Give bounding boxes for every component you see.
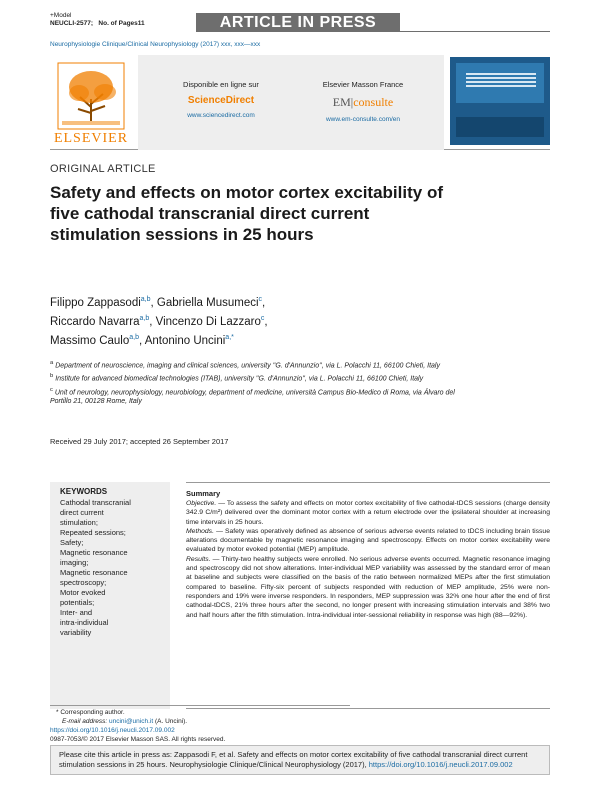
author-name[interactable]: , Vincenzo Di Lazzaro (149, 315, 261, 328)
citation-box (50, 745, 550, 775)
keywords-title: KEYWORDS (60, 487, 108, 496)
keyword-line: Magnetic resonance (60, 548, 128, 557)
corresponding-author-note: * Corresponding author. (56, 709, 125, 716)
citation-doi-link[interactable]: https://doi.org/10.1016/j.neucli.2017.09.002 (368, 759, 513, 769)
sciencedirect-link[interactable]: www.sciencedirect.com (187, 112, 255, 119)
objective-label: Objective. (186, 500, 217, 507)
keyword-line: Magnetic resonance (60, 568, 128, 577)
author-affil-sup[interactable]: c (260, 314, 265, 322)
author-name[interactable]: , Gabriella Musumeci (150, 296, 259, 309)
emconsulte-logo[interactable] (288, 95, 438, 110)
authors-line-2: Riccardo Navarra$^{a,b}$, Vincenzo Di Lazzaro$^c$, (50, 314, 268, 328)
keyword-line: Safety; (60, 538, 84, 547)
affiliation-b: $^b$ Institute for advanced biomedical technologies (ITAB), university ''G. d'Annunzio'', via L. Polacchi 11, 66100 Chieti, Italy (50, 373, 424, 383)
author-list (50, 292, 370, 348)
author-affil-sup[interactable]: c (258, 296, 263, 303)
keyword-line: intra-individual (60, 618, 109, 627)
methods-label: Methods. (186, 527, 214, 535)
email-suffix: (A. Uncini). (153, 718, 188, 725)
keyword-line: Cathodal transcranial (60, 498, 131, 507)
elsevier-masson-label: Elsevier Masson France (322, 80, 404, 89)
journal-cover-thumbnail[interactable] (450, 57, 550, 145)
available-online-label: Disponible en ligne sur (183, 80, 259, 89)
copyright-line: 0987-7053/© 2017 Elsevier Masson SAS. All rights reserved. (50, 736, 226, 743)
abstract (186, 482, 550, 709)
doi-link[interactable]: https://doi.org/10.1016/j.neucli.2017.09.002 (50, 727, 175, 734)
citation-text: Please cite this article in press as: Zappasodi F, et al. Safety and effects on motor cortex excitability of five cathodal transcranial direct current stimulation sessions in 25 hours. Neurophysiologie Clinique/Clinical Neurophysiology (2017), (59, 750, 528, 769)
article-in-press-banner: ARTICLE IN PRESS (196, 13, 400, 32)
keywords-list (60, 498, 160, 638)
author-affil-sup[interactable]: a,* (225, 333, 234, 341)
publisher-banner (50, 55, 550, 150)
author-name[interactable]: , Antonino Uncini (138, 334, 226, 347)
keyword-line: potentials; (60, 598, 95, 607)
keywords-box (50, 482, 170, 709)
results-text: — Thirty-two healthy subjects were enrolled. No serious adverse events occurred. Magnetic resonance imaging and spectroscopy did not show alterations. Inter-individual MEP variability was assessed by the standard error of mean at baseline and subjects were classified on the basis of the ratio between normalized MEPs after the first stimulation compared to baseline. Fifty-six percent of subjects responded with reduction of MEP amplitude, 25% were non-responders and 19% were inverse responders. In responders, MEP suppression was 32% one hour after the end of first cathodal-tDCS, 21% three hours after the second, no longer present with increasing stimulation intervals and 38% two and half hours after the fifth stimulation. Intra-individual inter-sessional reliability in response was high (88—92%). (186, 555, 550, 619)
consulte-part: consulte (353, 95, 394, 109)
author-affil-sup[interactable]: a,b (129, 333, 139, 341)
objective-text: — To assess the safety and effects on motor cortex excitability of five cathodal-tDCS sessions (charge density 342.9 C/m²) delivered over the dominant motor cortex with a return electrode over the ipsilateral shoulder at increasing time intervals in 25 hours. (186, 500, 550, 526)
email-label: E-mail address: (62, 718, 108, 725)
keyword-line: direct current (60, 508, 104, 517)
em-part: EM (332, 95, 351, 109)
affiliation-c: $^c$ Unit of neurology, neurophysiology, neurobiology, department of medicine, università Campus Bio-Medico di Roma, via Álvaro del Portillo 21, 00128 Rome, Italy (50, 386, 455, 406)
availability-panel (138, 55, 444, 150)
keyword-line: imaging; (60, 558, 89, 567)
sciencedirect-column (146, 80, 296, 119)
em-divider: | (350, 95, 354, 109)
journal-citation-line[interactable]: Neurophysiologie Clinique/Clinical Neurophysiology (2017) xxx, xxx—xxx (50, 41, 261, 48)
keyword-line: Repeated sessions; (60, 528, 126, 537)
cover-title-lines (466, 73, 536, 75)
article-type: ORIGINAL ARTICLE (50, 163, 156, 175)
emconsulte-column (288, 80, 438, 123)
keyword-line: Motor evoked (60, 588, 106, 597)
sciencedirect-logo[interactable]: ScienceDirect (187, 95, 255, 106)
cover-header-block (456, 63, 544, 103)
article-ref: NEUCLI-2577; (50, 20, 93, 27)
received-dates: Received 29 July 2017; accepted 26 September 2017 (50, 437, 229, 446)
keyword-line: stimulation; (60, 518, 98, 527)
article-title: Safety and effects on motor cortex excitability of five cathodal transcranial direct current stimulation sessions in 25 hours (50, 183, 443, 244)
email-note (50, 717, 350, 726)
model-tag: +Model (50, 12, 72, 19)
email-link[interactable]: uncini@unich.it (108, 718, 154, 725)
keyword-line: spectroscopy; (60, 578, 107, 587)
abstract-body (186, 499, 550, 620)
author-name[interactable]: Filippo Zappasodi (50, 296, 141, 309)
author-affil-sup[interactable]: a,b (139, 314, 150, 322)
cover-brand-block (456, 117, 544, 137)
methods-text: — Safety was operatively defined as absence of serious adverse events related to tDCS including brain tissue alterations documentable by magnetic resonance imaging and spectroscopy. Effects on motor cortex excitability were evaluated by motor evoked potential (MEP) amplitude. (186, 527, 550, 554)
author-affil-sup[interactable]: a,b (140, 296, 151, 303)
header-rule (400, 31, 550, 32)
results-label: Results. (186, 555, 211, 563)
page-count: No. of Pages11 (98, 20, 145, 27)
keyword-line: Inter- and (60, 608, 93, 617)
authors-line-1: Filippo Zappasodi$^{a,b}$, Gabriella Musumeci$^c$, (50, 296, 266, 309)
header-meta (50, 12, 145, 28)
author-name[interactable]: Riccardo Navarra (50, 315, 140, 328)
authors-line-3 (50, 330, 370, 349)
elsevier-wordmark: ELSEVIER (53, 131, 129, 146)
author-name[interactable]: Massimo Caulo (50, 334, 130, 347)
emconsulte-link[interactable]: www.em-consulte.com/en (325, 116, 401, 123)
abstract-heading: Summary (186, 489, 221, 498)
affiliations (50, 359, 470, 408)
footnotes (50, 705, 350, 744)
keyword-line: variability (60, 628, 92, 637)
affiliation-a: $^a$ Department of neuroscience, imaging and clinical sciences, university ''G. d'Annunzio'', via L. Polacchi 11, 66100 Chieti, Italy (50, 360, 440, 370)
